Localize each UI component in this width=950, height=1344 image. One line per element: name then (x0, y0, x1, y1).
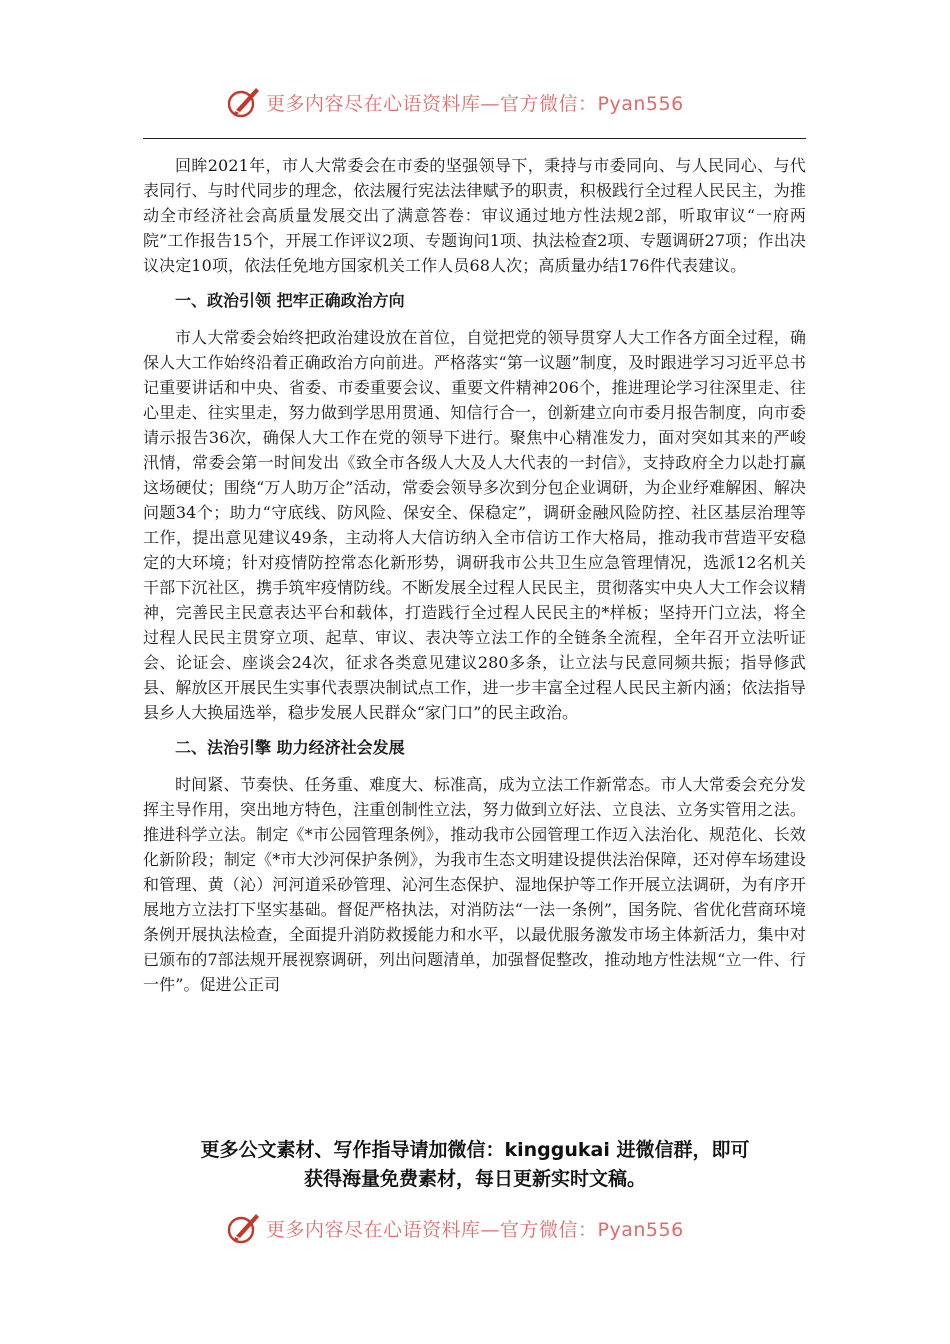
header-banner (0, 82, 950, 122)
document-body (143, 153, 806, 997)
intro-paragraph: 回眸2021年，市人大常委会在市委的坚强领导下，秉持与市委同向、与人民同心、与代表同行、与时代同步的理念，依法履行宪法法律赋予的职责，积极践行全过程人民民主，为推动全市经济社会高质量发展交出了满意答卷：审议通过地方性法规2部，听取审议“一府两院”工作报告15个，开展工作评议2项、专题询问1项、执法检查2项、专题调研27项；作出决议决定10项，依法任免地方国家机关工作人员68人次；高质量办结176件代表建议。 (143, 156, 806, 275)
section-2-heading: 二、法治引擎 助力经济社会发展 (175, 738, 405, 757)
promo-line-1: 更多公文素材、写作指导请加微信：kinggukai 进微信群，即可 (200, 1139, 750, 1161)
banner-handle: Pyan556 (597, 92, 684, 115)
section-2-body: 时间紧、节奏快、任务重、难度大、标准高，成为立法工作新常态。市人大常委会充分发挥主导作用，突出地方特色，注重创制性立法，努力做到立好法、立良法、立务实管用之法。推进科学立法。制定《*市公园管理条例》，推动我市公园管理工作迈入法治化、规范化、长效化新阶段；制定《*市大沙河保护条例》，为我市生态文明建设提供法治保障，还对停车场建设和管理、黄（沁）河河道采砂管理、沁河生态保护、湿地保护等工作开展立法调研，为有序开展地方立法打下坚实基础。督促严格执法，对消防法“一法一条例”，国务院、省优化营商环境条例开展执法检查，全面提升消防救援能力和水平，以最优服务激发市场主体新活力，集中对已颁布的7部法规开展视察调研，列出问题清单，加强督促整改，推动地方性法规“立一件、行一件”。促进公正司 (143, 775, 806, 994)
header-divider (143, 138, 806, 139)
quill-logo-icon (226, 1210, 262, 1246)
section-1-body: 市人大常委会始终把政治建设放在首位，自觉把党的领导贯穿人大工作各方面全过程，确保人大工作始终沿着正确政治方向前进。严格落实“第一议题”制度，及时跟进学习习近平总书记重要讲话和中央、省委、市委重要会议、重要文件精神206个，推进理论学习往深里走、往心里走、往实里走，努力做到学思用贯通、知信行合一，创新建立向市委月报告制度，向市委请示报告36次，确保人大工作在党的领导下进行。聚焦中心精准发力，面对突如其来的严峻汛情，常委会第一时间发出《致全市各级人大及人大代表的一封信》，支持政府全力以赴打赢这场硬仗；围绕“万人助万企”活动，常委会领导多次到分包企业调研，为企业纾难解困、解决问题34个；助力“守底线、防风险、保安全、保稳定”，调研金融风险防控、社区基层治理等工作，提出意见建议49条，主动将人大信访纳入全市信访工作大格局，推动我市营造平安稳定的大环境；针对疫情防控常态化新形势，调研我市公共卫生应急管理情况，选派12名机关干部下沉社区，携手筑牢疫情防线。不断发展全过程人民民主，贯彻落实中央人大工作会议精神，完善民主民意表达平台和载体，打造践行全过程人民民主的*样板；坚持开门立法，将全过程人民民主贯穿立项、起草、审议、表决等立法工作的全链条全流程，全年召开立法听证会、论证会、座谈会24次，征求各类意见建议280多条，让立法与民意同频共振；指导修武县、解放区开展民生实事代表票决制试点工作，进一步丰富全过程人民民主新内涵；依法指导县乡人大换届选举，稳步发展人民群众“家门口”的民主政治。 (143, 328, 806, 722)
quill-logo-icon (226, 84, 262, 120)
promo-notice (130, 1136, 820, 1194)
promo-line-2: 获得海量免费素材，每日更新实时文稿。 (303, 1168, 646, 1190)
banner-text: 更多内容尽在心语资料库—官方微信：Pyan556 (266, 92, 684, 115)
banner-text: 更多内容尽在心语资料库—官方微信：Pyan556 (266, 1218, 684, 1241)
banner-handle: Pyan556 (597, 1218, 684, 1241)
section-1-heading: 一、政治引领 把牢正确政治方向 (175, 291, 405, 310)
footer-banner (0, 1208, 950, 1248)
